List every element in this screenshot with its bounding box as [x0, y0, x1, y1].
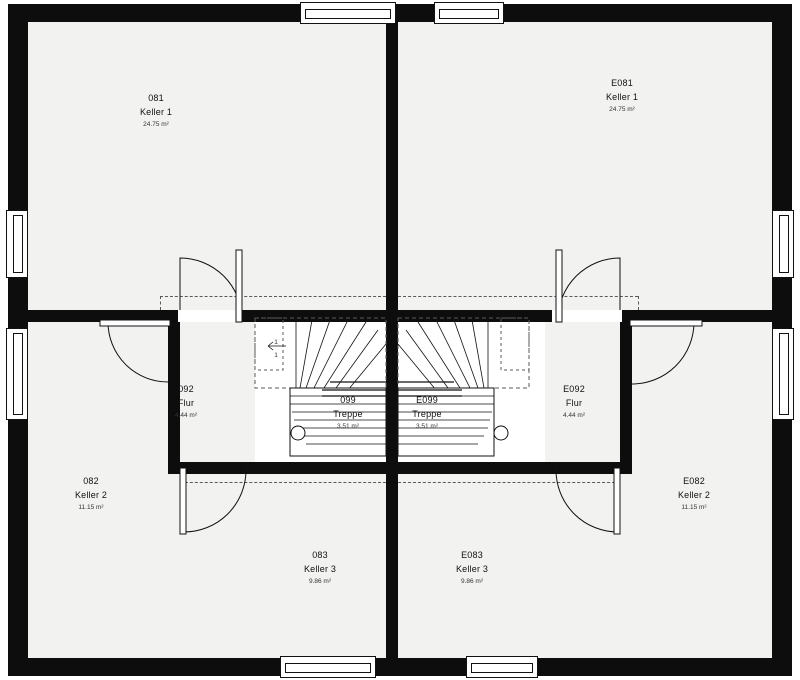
- room-area: 4.44 m²: [562, 411, 586, 419]
- room-label-e083: [422, 549, 522, 587]
- stair-left-treads: [296, 320, 386, 390]
- room-name: Keller 1: [139, 106, 173, 117]
- room-name: Treppe: [412, 408, 442, 419]
- room-label-e099: [387, 394, 467, 432]
- room-code: E083: [461, 550, 483, 560]
- stair-marker-1: [270, 338, 282, 348]
- room-code: 092: [178, 384, 194, 394]
- room-label-e081: [572, 77, 672, 115]
- stair-marker-2: [270, 351, 282, 361]
- room-label-082: [41, 475, 141, 513]
- room-name: Flur: [565, 397, 583, 408]
- room-area: 4.44 m²: [174, 411, 198, 419]
- room-label-083: [270, 549, 370, 587]
- room-name: Treppe: [333, 408, 363, 419]
- room-label-081: [106, 92, 206, 130]
- room-name: Keller 1: [605, 91, 639, 102]
- room-name: Keller 3: [455, 563, 489, 574]
- room-area: 11.15 m²: [78, 503, 104, 511]
- door-leaf-e081-panel: [556, 250, 562, 322]
- door-swing-e081: [558, 258, 620, 320]
- door-swing-083-left: [184, 462, 246, 532]
- room-code: 082: [83, 476, 99, 486]
- stair-right-treads: [398, 320, 488, 390]
- door-leaf-081-panel: [236, 250, 242, 322]
- room-name: Keller 2: [677, 489, 711, 500]
- room-area: 24.75 m²: [143, 120, 169, 128]
- room-code: E092: [563, 384, 585, 394]
- stair-right-upper-box: [501, 318, 529, 370]
- room-name: Keller 2: [74, 489, 108, 500]
- room-area: 9.86 m²: [460, 577, 484, 585]
- stair-marker-label: 1: [274, 339, 278, 346]
- room-code: 083: [312, 550, 328, 560]
- room-code: 081: [148, 93, 164, 103]
- door-swing-081: [180, 258, 242, 320]
- door-swing-e092-right: [632, 322, 694, 384]
- stair-right-newel: [494, 426, 508, 440]
- room-code: 099: [340, 395, 356, 405]
- room-code: E082: [683, 476, 705, 486]
- room-area: 24.75 m²: [609, 105, 635, 113]
- room-area: 11.15 m²: [681, 503, 707, 511]
- room-label-e082: [644, 475, 744, 513]
- room-name: Flur: [177, 397, 195, 408]
- room-area: 3.51 m²: [415, 422, 439, 430]
- room-label-099: [308, 394, 388, 432]
- door-swing-092-left: [108, 322, 168, 382]
- room-area: 9.86 m²: [308, 577, 332, 585]
- room-code: E099: [416, 395, 438, 405]
- stair-marker-label: 1: [274, 352, 278, 359]
- door-swing-e083-right: [556, 462, 618, 532]
- door-leaf-e092-right: [630, 320, 702, 326]
- room-area: 3.51 m²: [336, 422, 360, 430]
- room-label-e092: [528, 383, 620, 421]
- room-name: Keller 3: [303, 563, 337, 574]
- room-label-092: [140, 383, 232, 421]
- stair-left-newel: [291, 426, 305, 440]
- room-code: E081: [611, 78, 633, 88]
- stair-right-outline: [398, 318, 529, 388]
- door-leaf-083-left: [180, 468, 186, 534]
- door-leaf-e083-right: [614, 468, 620, 534]
- door-leaf-092-left: [100, 320, 170, 326]
